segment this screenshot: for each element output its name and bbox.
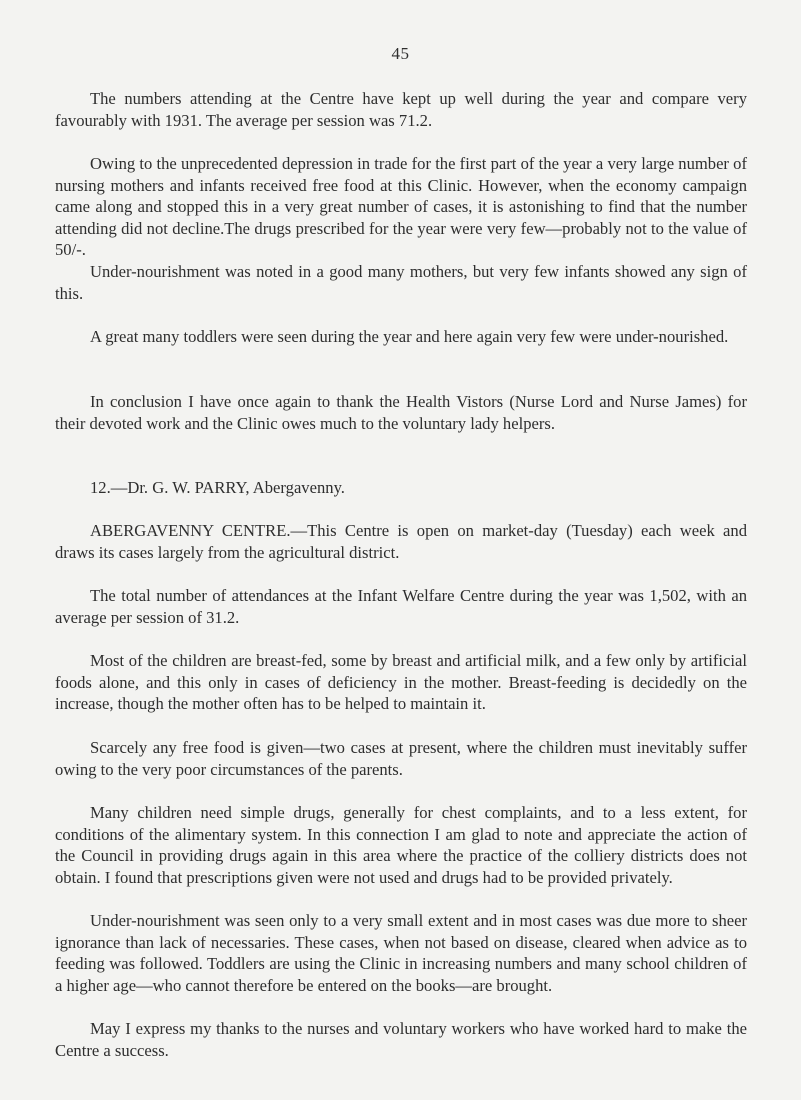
- paragraph-breast-feeding: Most of the children are breast-fed, some by breast and artificial milk, and a few only by artificial foods alone, and this only in cases of deficiency in the mother. Breast-feeding is decidedly on the increase, though the mother often has to be helped to maintain it.: [55, 651, 747, 713]
- paragraph-abergavenny-centre: ABERGAVENNY CENTRE.—This Centre is open on market-day (Tuesday) each week and draws its cases largely from the agricultural district.: [55, 521, 747, 562]
- paragraph-under-nourishment-mothers: Under-nourishment was noted in a good many mothers, but very few infants showed any sign of this.: [55, 262, 747, 303]
- page-number: 45: [391, 44, 410, 63]
- paragraph-free-food: Scarcely any free food is given—two cases at present, where the children must inevitably suffer owing to the very poor circumstances of the parents.: [55, 738, 747, 779]
- paragraph-toddlers: A great many toddlers were seen during the year and here again very few were under-nourished.: [90, 327, 729, 346]
- paragraph-simple-drugs: Many children need simple drugs, generally for chest complaints, and to a less extent, for conditions of the alimentary system. In this connection I am glad to note and appreciate the action of the Council in providing drugs again in this area where the practice of the colliery districts does not obtain. I found that prescriptions given were not used and drugs had to be provided privately.: [55, 803, 747, 887]
- paragraph-conclusion-thanks: In conclusion I have once again to thank the Health Vistors (Nurse Lord and Nurse James) for their devoted work and the Clinic owes much to the voluntary lady helpers.: [55, 392, 747, 433]
- paragraph-under-nourishment-children: Under-nourishment was seen only to a very small extent and in most cases was due more to sheer ignorance than lack of necessaries. These cases, when not based on disease, cleared when advice as to feeding was followed. Toddlers are using the Clinic in increasing numbers and many school children of a higher age—who cannot therefore be entered on the books—are brought.: [55, 911, 747, 995]
- paragraph-total-attendances: The total number of attendances at the Infant Welfare Centre during the year was 1,502, with an average per session of 31.2.: [55, 586, 747, 627]
- paragraph-attendance-1931: The numbers attending at the Centre have kept up well during the year and compare very favourably with 1931. The average per session was 71.2.: [55, 89, 747, 130]
- section-heading-dr-parry: 12.—Dr. G. W. PARRY, Abergavenny.: [90, 478, 345, 497]
- paragraph-trade-depression: Owing to the unprecedented depression in trade for the first part of the year a very large number of nursing mothers and infants received free food at this Clinic. However, when the economy campaign came along and stopped this in a very great number of cases, it is astonishing to find that the number attending did not decline.The drugs prescribed for the year were very few—probably not to the value of 50/-.: [55, 154, 747, 259]
- paragraph-final-thanks: May I express my thanks to the nurses and voluntary workers who have worked hard to make the Centre a success.: [55, 1019, 747, 1060]
